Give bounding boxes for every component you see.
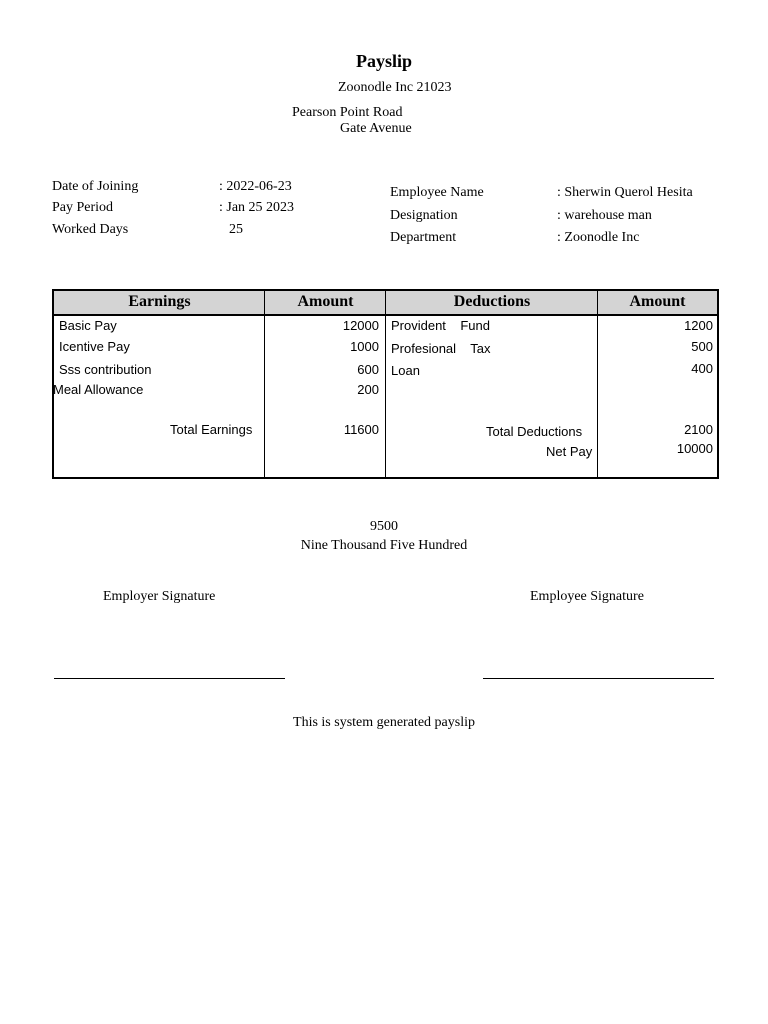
earning-label: Icentive Pay — [59, 339, 130, 354]
column-divider — [597, 291, 598, 477]
date-of-joining-value: : 2022-06-23 — [219, 179, 292, 194]
pay-period-label: Pay Period — [52, 200, 114, 215]
company-name: Zoonodle Inc 21023 — [338, 80, 452, 95]
pay-table — [52, 289, 719, 479]
earning-label: Sss contribution — [59, 362, 152, 377]
employee-signature-line — [483, 678, 714, 679]
address-line-1: Pearson Point Road — [292, 105, 403, 120]
net-amount-number: 9500 — [370, 519, 398, 534]
earnings-header: Earnings — [128, 293, 191, 310]
earnings-amount-header: Amount — [297, 293, 354, 310]
total-earnings-value: 11600 — [343, 422, 379, 437]
total-deductions-value: 2100 — [684, 422, 713, 437]
deduction-amount: 1200 — [684, 318, 713, 333]
column-divider — [385, 291, 386, 477]
earning-amount: 12000 — [342, 318, 379, 333]
column-divider — [264, 291, 265, 477]
employee-name-value: : Sherwin Querol Hesita — [557, 185, 693, 200]
deduction-amount: 500 — [691, 339, 713, 354]
employee-name-label: Employee Name — [390, 185, 484, 200]
earning-label: Basic Pay — [59, 318, 117, 333]
department-value: : Zoonodle Inc — [557, 230, 640, 245]
deduction-label: Profesional Tax — [391, 341, 491, 356]
total-earnings-label: Total Earnings — [170, 422, 253, 437]
earning-label: Meal Allowance — [53, 382, 144, 397]
worked-days-value: 25 — [229, 222, 243, 237]
earning-amount: 600 — [357, 362, 379, 377]
date-of-joining-label: Date of Joining — [52, 179, 139, 194]
address-line-2: Gate Avenue — [340, 121, 412, 136]
earning-amount: 200 — [357, 382, 379, 397]
deductions-header: Deductions — [453, 293, 531, 310]
employer-signature-line — [54, 678, 285, 679]
total-deductions-label: Total Deductions — [486, 424, 583, 439]
worked-days-label: Worked Days — [52, 222, 129, 237]
department-label: Department — [390, 230, 457, 245]
footer-note: This is system generated payslip — [293, 715, 475, 730]
deduction-label: Provident Fund — [391, 318, 490, 333]
page-title: Payslip — [355, 51, 412, 71]
deduction-label: Loan — [391, 363, 420, 378]
designation-value: : warehouse man — [557, 208, 652, 223]
net-pay-value: 10000 — [676, 441, 713, 456]
employer-signature-label: Employer Signature — [103, 589, 216, 604]
deductions-amount-header: Amount — [629, 293, 686, 310]
net-amount-words: Nine Thousand Five Hundred — [300, 538, 468, 553]
employee-signature-label: Employee Signature — [530, 589, 644, 604]
net-pay-label: Net Pay — [546, 444, 593, 459]
pay-period-value: : Jan 25 2023 — [219, 200, 295, 215]
designation-label: Designation — [390, 208, 458, 223]
earning-amount: 1000 — [350, 339, 379, 354]
deduction-amount: 400 — [691, 361, 713, 376]
